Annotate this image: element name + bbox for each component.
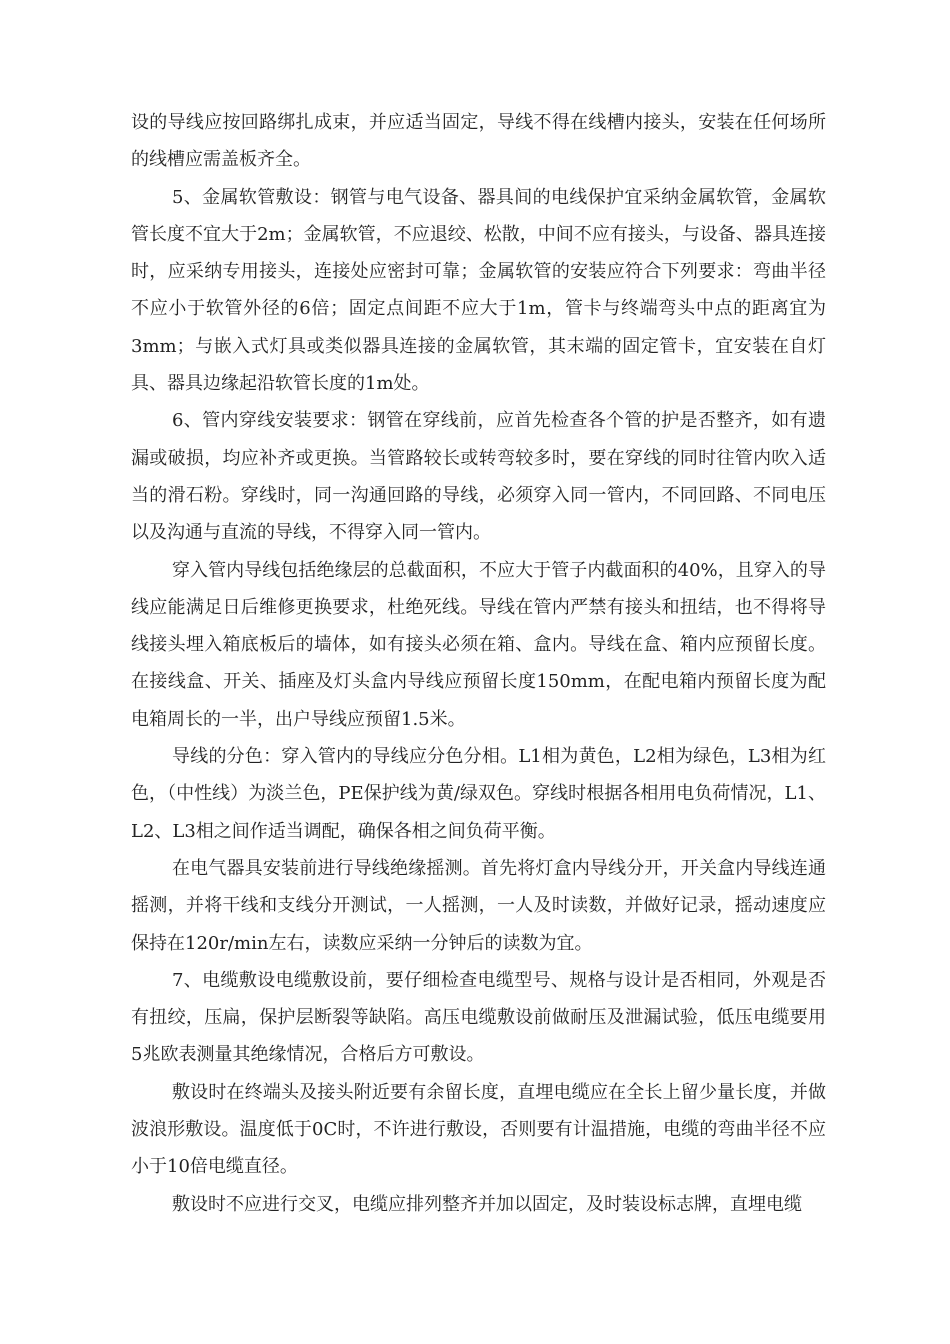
- paragraph-cable-arrangement: 敷设时不应进行交叉，电缆应排列整齐并加以固定，及时装设标志牌，直埋电缆: [172, 1193, 802, 1215]
- paragraph-wire-color-coding: 导线的分色：穿入管内的导线应分色分相。L1相为黄色，L2相为绿色，L3相为红色，（中性线）为淡兰色，PE保护线为黄/绿双色。穿线时根据各相用电负荷情况，L1、L2、L3相之间作适当调配，确保各相之间负荷平衡。: [131, 746, 826, 842]
- document-body: [131, 104, 826, 1223]
- paragraph-wire-threading-requirements: 6、管内穿线安装要求：钢管在穿线前，应首先检查各个管的护是否整齐，如有遗漏或破损，均应补齐或更换。当管路较长或转弯较多时，要在穿线的同时往管内吹入适当的滑石粉。穿线时，同一沟通回路的导线，必须穿入同一管内，不同回路、不同电压以及沟通与直流的导线，不得穿入同一管内。: [131, 410, 826, 544]
- paragraph-continued-trunking: 设的导线应按回路绑扎成束，并应适当固定，导线不得在线槽内接头，安装在任何场所的线槽应需盖板齐全。: [131, 112, 826, 171]
- paragraph-cable-laying-inspection: 7、电缆敷设电缆敷设前，要仔细检查电缆型号、规格与设计是否相同，外观是否有扭绞，压扁，保护层断裂等缺陷。高压电缆敷设前做耐压及泄漏试验，低压电缆要用5兆欧表测量其绝缘情况，合格后方可敷设。: [131, 969, 826, 1066]
- paragraph-cable-reserve-length: 敷设时在终端头及接头附近要有余留长度，直埋电缆应在全长上留少量长度，并做波浪形敷设。温度低于0C时，不许进行敷设，否则要有计温措施，电缆的弯曲半径不应小于10倍电缆直径。: [131, 1081, 826, 1178]
- paragraph-insulation-testing: 在电气器具安装前进行导线绝缘摇测。首先将灯盒内导线分开，开关盒内导线连通摇测，并将干线和支线分开测试，一人摇测，一人及时读数，并做好记录，摇动速度应保持在120r/min左右，读数应采纳一分钟后的读数为宜。: [131, 857, 826, 954]
- paragraph-wire-cross-section: 穿入管内导线包括绝缘层的总截面积，不应大于管子内截面积的40%，且穿入的导线应能满足日后维修更换要求，杜绝死线。导线在管内严禁有接头和扭结，也不得将导线接头埋入箱底板后的墙体，如有接头必须在箱、盒内。导线在盒、箱内应预留长度。在接线盒、开关、插座及灯头盒内导线应预留长度150mm，在配电箱内预留长度为配电箱周长的一半，出户导线应预留1.5米。: [131, 559, 826, 730]
- paragraph-metal-hose-laying: 5、金属软管敷设：钢管与电气设备、器具间的电线保护宜采纳金属软管，金属软管长度不宜大于2m；金属软管，不应退绞、松散，中间不应有接头，与设备、器具连接时，应采纳专用接头，连接处应密封可靠；金属软管的安装应符合下列要求：弯曲半径不应小于软管外径的6倍；固定点间距不应大于1m，管卡与终端弯头中点的距离宜为3mm；与嵌入式灯具或类似器具连接的金属软管，其末端的固定管卡，宜安装在自灯具、器具边缘起沿软管长度的1m处。: [131, 186, 826, 395]
